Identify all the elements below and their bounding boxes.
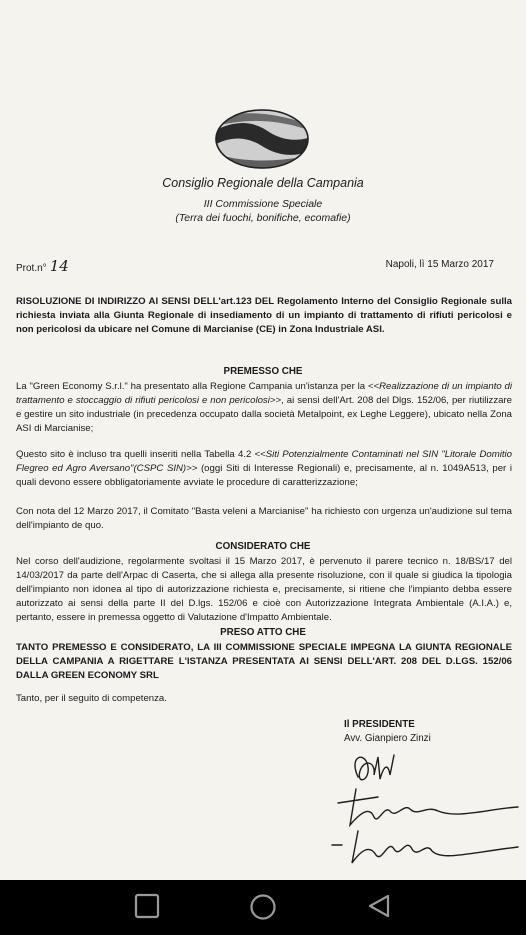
resolution-title: RISOLUZIONE DI INDIRIZZO AI SENSI DELL'art.123 DEL Regolamento Interno del Consiglio Regionale sulla richiesta inviata alla Giunta Regionale di insediamento di un impianto di trattamento di rifiuti pericolosi e non pericolosi da ubicare nel Comune di Marcianise (CE) in Zona Industriale ASI. [16, 296, 512, 335]
institution-name: Consiglio Regionale della Campania [162, 176, 364, 190]
section-premesso: PREMESSO CHE [223, 366, 303, 377]
signatory-name: Avv. Gianpiero Zinzi [344, 733, 431, 744]
section-preso-atto: PRESO ATTO CHE [220, 627, 306, 638]
region-emblem-icon [214, 108, 310, 170]
recents-icon[interactable] [366, 893, 392, 919]
closing-line: Tanto, per il seguito di competenza. [16, 693, 167, 704]
section-considerato: CONSIDERATO CHE [215, 541, 311, 552]
paragraph-text: La "Green Economy S.r.l." ha presentato alla Regione Campania un'istanza per la [16, 381, 368, 392]
paragraph-committee: Con nota del 12 Marzo 2017, il Comitato "Basta veleni a Marcianise" ha richiesto con urgenza un'audizione sul tema dell'impianto de quo. [16, 506, 512, 531]
paragraph-text: Questo sito è incluso tra quelli inseriti nella Tabella 4.2 [16, 449, 255, 460]
protocol-number [16, 257, 69, 275]
protocol-value: 14 [49, 257, 69, 275]
commission-name: III Commissione Speciale [203, 198, 323, 210]
back-icon[interactable] [134, 893, 160, 919]
android-navigation-bar [0, 880, 526, 935]
commission-subtitle: (Terra dei fuochi, bonifiche, ecomafie) [175, 212, 351, 224]
paragraph-site [16, 448, 512, 490]
document-date: Napoli, lì 15 Marzo 2017 [385, 259, 494, 270]
protocol-label: Prot.n° [16, 263, 47, 274]
paragraph-quote: <<Realizzazione di un impianto di trattamento e stoccaggio di rifiuti pericolosi e non pericolosi>> [16, 381, 512, 406]
paragraph-green-economy [16, 380, 512, 436]
resolution-conclusion: TANTO PREMESSO E CONSIDERATO, LA III COMMISSIONE SPECIALE IMPEGNA LA GIUNTA REGIONALE DELLA CAMPANIA A RIGETTARE L'ISTANZA PRESENTATA AI SENSI DELL'ART. 208 DEL D.LGS. 152/06 DALLA GREEN ECONOMY SRL [16, 642, 512, 681]
paragraph-text: (oggi Siti di Interesse Regionali) e, precisamente, al n. 1049A513, per i quali devono essere obbligatoriamente avviate le procedure di caratterizzazione; [16, 463, 513, 488]
paragraph-hearing: Nel corso dell'audizione, regolarmente svoltasi il 15 Marzo 2017, è pervenuto il parere tecnico n. 18/BS/17 del 14/03/2017 da parte dell'Arpac di Caserta, che si allega alla presente risoluzione, con il quale si giudica la tipologia dell'impianto non idonea al tipo di autorizzazione richiesta e, precisamente, si ritiene che l'impianto debba essere autorizzato ai sensi della parte II del D.lgs. 152/06 e cioè con Autorizzazione Integrata Ambientale (A.I.A.) e, pertanto, essere in premessa oggetto di Valutazione d'Impatto Ambientale. [16, 556, 512, 623]
paragraph-text: , ai sensi dell'Art. 208 del Dlgs. 152/06, per riutilizzare e gestire un sito industriale (in precedenza occupato dalla società Metalpoint, ex Leghe Leggere), ubicato nella Zona ASI di Marcianise; [16, 395, 513, 434]
handwritten-signatures [318, 745, 526, 875]
paragraph-quote: <<Siti Potenzialmente Contaminati nel SIN "Litorale Domitio Flegreo ed Agro Aversano"(CSPC SIN)>> [16, 449, 512, 474]
home-icon[interactable] [249, 893, 277, 921]
signatory-role: Il PRESIDENTE [344, 719, 415, 730]
